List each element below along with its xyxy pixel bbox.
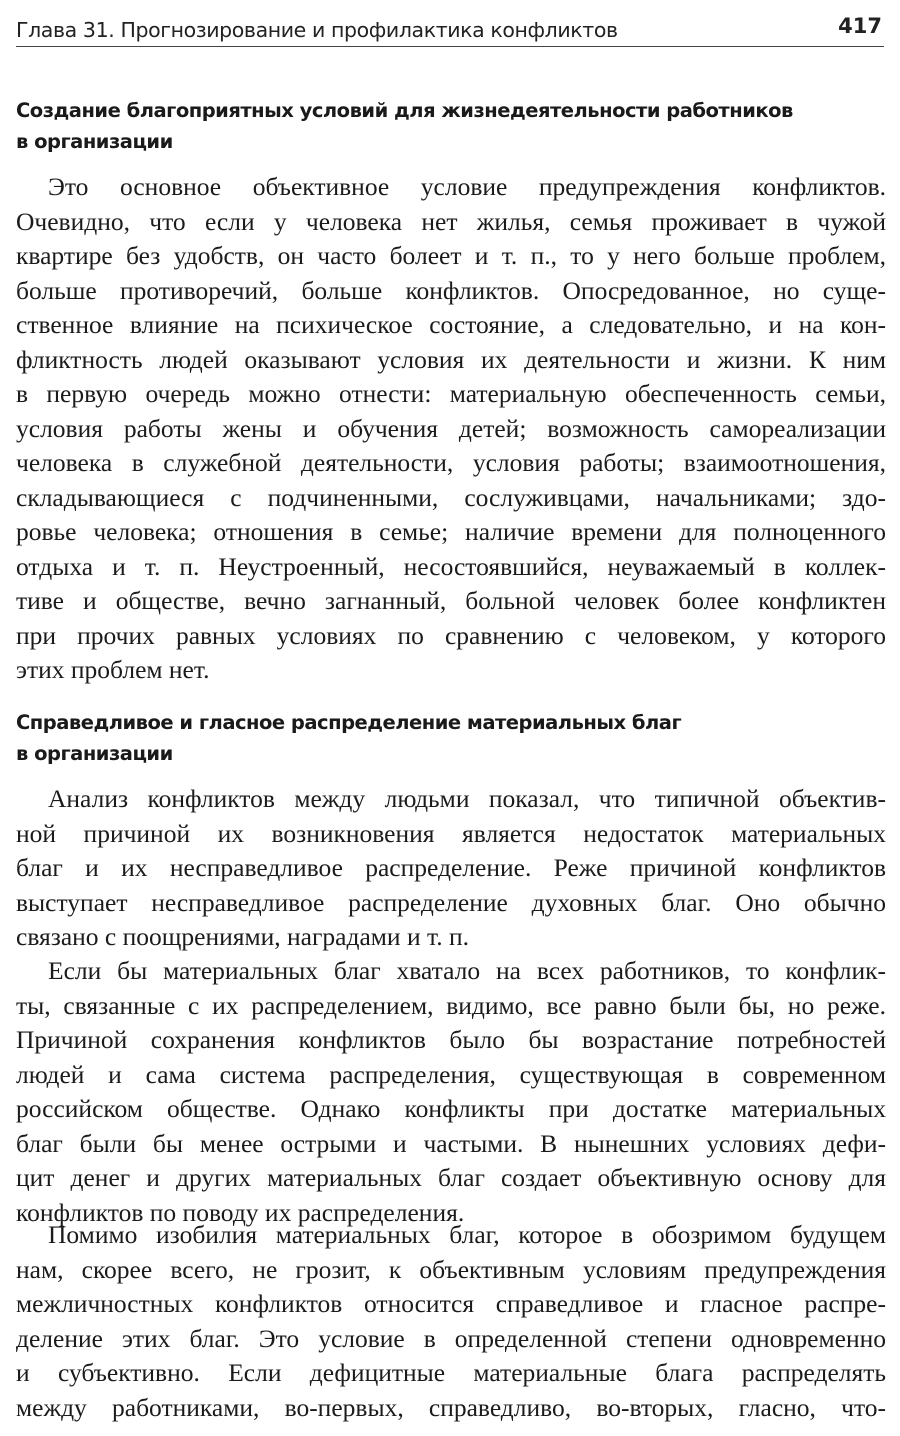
text-line: квартире без удобств, он часто болеет и т. п., то у него больше проблем, xyxy=(16,241,886,270)
text-line: благ и их несправедливое распределение. Реже причиной конфликтов xyxy=(16,853,886,882)
text-line: и субъективно. Если дефицитные материальные блага распределять xyxy=(16,1358,886,1387)
text-line: ты, связанные с их распределением, видимо, все равно были бы, но реже. xyxy=(16,990,886,1020)
text-line: Причиной сохранения конфликтов было бы возрастание потребностей xyxy=(16,1025,886,1054)
text-line: ной причиной их возникновения является недостаток материальных xyxy=(16,818,886,848)
text-line: людей и сама система распределения, существующая в современном xyxy=(16,1059,886,1089)
section-heading-2 xyxy=(16,707,681,769)
text-line: Анализ конфликтов между людьми показал, что типичной объектив- xyxy=(48,784,886,813)
text-line: конфликтов по поводу их распределения. xyxy=(16,1197,465,1227)
text-line: этих проблем нет. xyxy=(16,655,210,684)
text-line: цит денег и других материальных благ создает объективную основу для xyxy=(16,1163,886,1192)
text-line: Очевидно, что если у человека нет жилья, семья проживает в чужой xyxy=(16,206,886,236)
text-line: фликтность людей оказывают условия их деятельности и жизни. К ним xyxy=(16,344,886,374)
text-line: связано с поощрениями, наградами и т. п. xyxy=(16,922,469,951)
text-line: деление этих благ. Это условие в определенной степени одновременно xyxy=(16,1323,886,1353)
text-line: ровье человека; отношения в семье; наличие времени для полноценного xyxy=(16,517,886,546)
text-line: в первую очередь можно отнести: материальную обеспеченность семьи, xyxy=(16,379,886,408)
text-line: при прочих равных условиях по сравнению с человеком, у которого xyxy=(16,620,886,650)
running-header xyxy=(16,0,884,47)
text-line: Помимо изобилия материальных благ, которое в обозримом будущем xyxy=(48,1220,886,1249)
heading-line: Справедливое и гласное распределение материальных благ xyxy=(16,711,682,734)
paragraph-fair-distribution xyxy=(16,1218,886,1425)
text-line: нам, скорее всего, не грозит, к объективным условиям предупреждения xyxy=(16,1254,886,1284)
paragraph-sufficient-goods xyxy=(16,954,886,1230)
section-heading-1 xyxy=(16,95,793,157)
text-line: тиве и обществе, вечно загнанный, больной человек более конфликтен xyxy=(16,586,886,615)
paragraph-conflict-analysis xyxy=(16,782,886,955)
text-line: Это основное объективное условие предупреждения конфликтов. xyxy=(48,172,886,201)
running-title: Глава 31. Прогнозирование и профилактика конфликтов xyxy=(16,18,618,42)
text-line: между работниками, во-первых, справедливо, во-вторых, гласно, что- xyxy=(16,1392,886,1422)
text-line: выступает несправедливое распределение духовных благ. Оно обычно xyxy=(16,887,886,917)
heading-line: Создание благоприятных условий для жизнедеятельности работников xyxy=(16,99,793,122)
text-line: отдыха и т. п. Неустроенный, несостоявшийся, неуважаемый в коллек- xyxy=(16,551,886,581)
page-number: 417 xyxy=(838,14,882,38)
text-line: условия работы жены и обучения детей; возможность самореализации xyxy=(16,413,886,443)
heading-line: в организации xyxy=(16,742,173,765)
text-line: межличностных конфликтов относится справедливое и гласное распре- xyxy=(16,1289,886,1318)
text-line: ственное влияние на психическое состояние, а следовательно, и на кон- xyxy=(16,310,886,339)
heading-line: в организации xyxy=(16,130,173,153)
text-line: российском обществе. Однако конфликты при достатке материальных xyxy=(16,1094,886,1123)
text-line: складывающиеся с подчиненными, сослуживцами, начальниками; здо- xyxy=(16,482,886,512)
text-line: человека в служебной деятельности, условия работы; взаимоотношения, xyxy=(16,448,886,477)
text-line: Если бы материальных благ хватало на всех работников, то конфлик- xyxy=(48,956,886,985)
text-line: благ были бы менее острыми и частыми. В нынешних условиях дефи- xyxy=(16,1128,886,1158)
paragraph-living-conditions xyxy=(16,170,886,688)
text-line: больше противоречий, больше конфликтов. Опосредованное, но суще- xyxy=(16,275,886,305)
